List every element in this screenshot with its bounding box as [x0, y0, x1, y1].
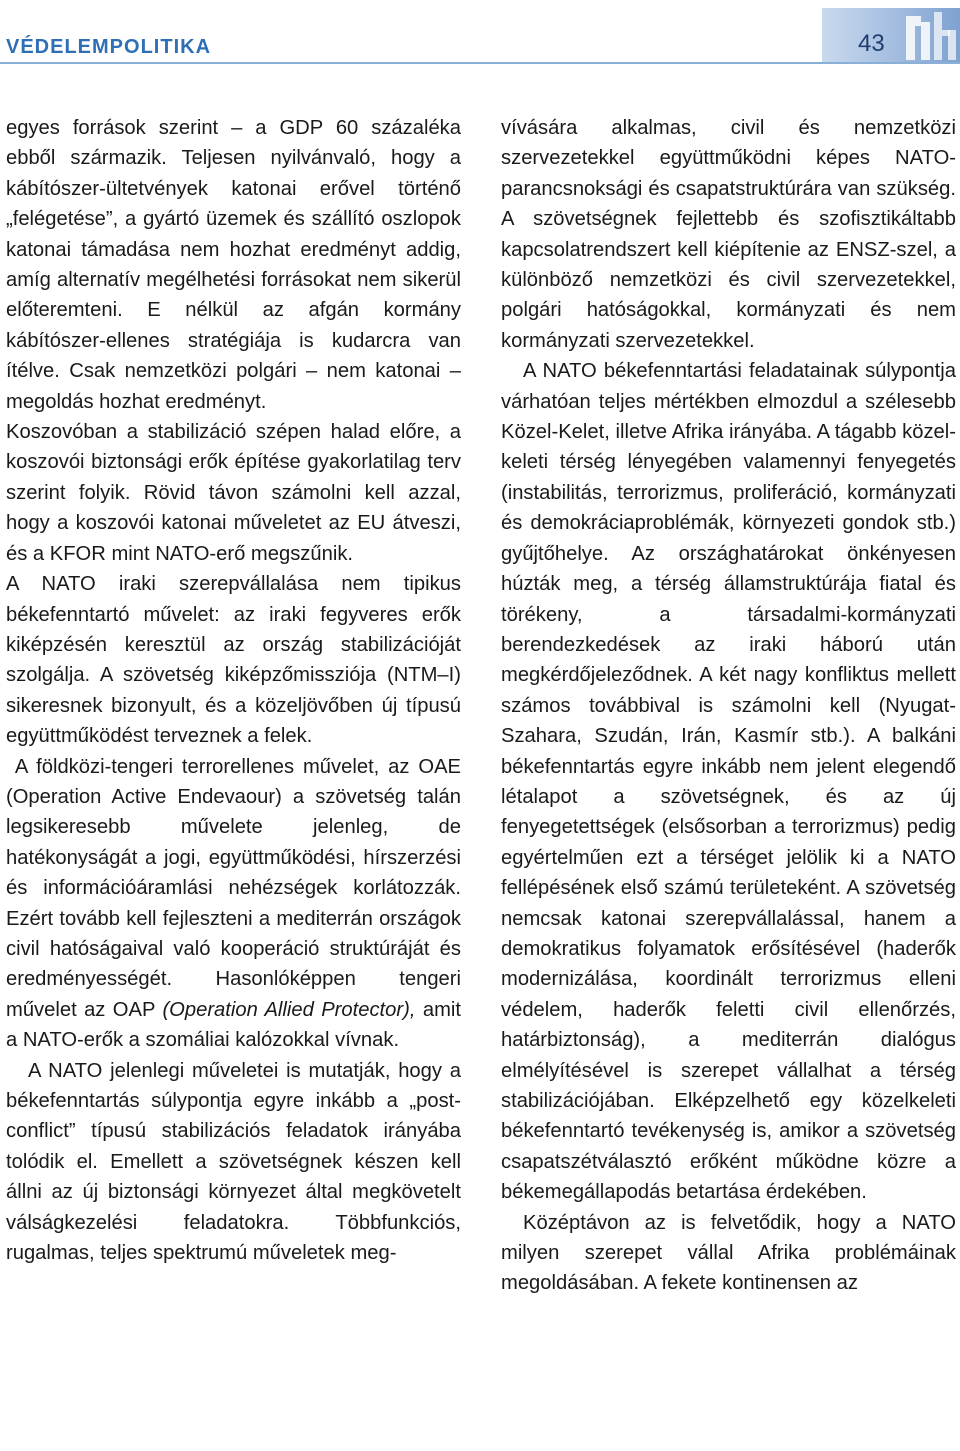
- paragraph: [6, 752, 461, 1056]
- nh-monogram-logo-icon: [902, 10, 960, 63]
- paragraph: A NATO jelenlegi műveletei is mutatják, hogy a békefenntartás súlypontja egyre inkább a „post-conflict” típusú stabilizációs feladatok irányába tolódik el. Emellett a szövetségnek készen kell állni az új biztonsági környezet által megkövetelt válságkezelési feladatokra. Többfunkciós, rugalmas, teljes spektrumú műveletek meg-: [6, 1059, 461, 1265]
- section-title: VÉDELEMPOLITIKA: [6, 36, 212, 58]
- page-number-box: [822, 8, 960, 63]
- paragraph: egyes források szerint – a GDP 60 százaléka ebből származik. Teljesen nyilvánvaló, hogy a kábítószer-ültetvények katonai erővel történő „felégetése”, a gyártó üzemek és szállító oszlopok katonai támadása nem hozhat eredményt addig, amíg alternatív megélhetési forrásokat nem sikerül előteremteni. E nélkül az afgán kormány kábítószer-ellenes stratégiája is kudarcra van ítélve. Csak nemzetközi polgári – nem katonai – megoldás hozhat eredményt.: [6, 117, 461, 413]
- paragraph: A NATO iraki szerepvállalása nem tipikus békefenntartó művelet: az iraki fegyveres erők kiképzésén keresztül az ország stabilizációját szolgálja. A szövetség kiképzőmissziója (NTM–I) sikeresnek bizonyult, és a közeljövőben új típusú együttműködést terveznek a felek.: [6, 573, 461, 748]
- left-column: [6, 113, 461, 1268]
- header-rule: [0, 62, 960, 64]
- paragraph: Középtávon az is felvetődik, hogy a NATO milyen szerepet vállal Afrika problémáinak megoldásában. A fekete kontinensen az: [501, 1211, 956, 1295]
- paragraph: A NATO békefenntartási feladatainak súlypontja várhatóan teljes mértékben elmozdul a szélesebb Közel-Kelet, illetve Afrika irányába. A tágabb közel-keleti térség lényegében valamennyi fenyegetés (instabilitás, terrorizmus, proliferáció, kormányzati és demokráciaproblémák, környezeti gondok stb.) gyűjtőhelye. Az országhatárokat önkényesen húzták meg, a térség államstruktúrája fiatal és törékeny, a társadalmi-kormányzati berendezkedések az iraki háború után megkérdőjeleződnek. A két nagy konfliktus mellett számos továbbival is számolni kell (Nyugat-Szahara, Szudán, Irán, Kasmír stb.). A balkáni békefenntartás egyre inkább nem jelent elegendő létalapot a szövetségnek, és az új fenyegetettségek (elsősorban a terrorizmus) pedig egyértelműen ezt a térséget jelölik ki a NATO fellépésének első számú területeként. A szövetség nemcsak katonai szerepvállalással, hanem a demokratikus folyamatok erősítésével (haderők modernizálása, koordinált terrorizmus elleni védelem, haderők feletti civil ellenőrzés, határbiztonság), a mediterrán dialógus elmélyítésével is szerepet vállalhat a térség stabilizációjában. Elképzelhető egy közelkeleti békefenntartó tevékenység is, amikor a szövetség csapatszétválasztó erőként működne közre a békemegállapodás betartása érdekében.: [501, 360, 956, 1204]
- right-column: [501, 113, 956, 1299]
- paragraph-text: A földközi-tengeri terrorellenes művelet, az OAE (Operation Active Endevaour) a szövetség talán legsikeresebb művelete jelenleg, de hatékonyságát a jogi, együttműködési, hírszerzési és információáramlási nehézségek korlátozzák. Ezért tovább kell fejleszteni a mediterrán országok civil hatóságaival való kooperáció struktúráját és eredményességét. Hasonlóképpen tengeri művelet az OAP: [6, 755, 462, 1021]
- page-number: 43: [858, 30, 885, 57]
- page-header: [0, 0, 960, 66]
- paragraph: vívására alkalmas, civil és nemzetközi szervezetekkel együttműködni képes NATO-parancsnoksági és csapatstruktúrára van szükség. A szövetségnek fejlettebb és szofisztikáltabb kapcsolatrendszert kell kiépítenie az ENSZ-szel, a különböző nemzetközi és civil szervezetekkel, polgári hatóságokkal, kormányzati és nem kormányzati szervezetekkel.: [501, 117, 956, 352]
- paragraph-italic-text: (Operation Allied Protector),: [162, 998, 416, 1021]
- paragraph: Koszovóban a stabilizáció szépen halad előre, a koszovói biztonsági erők építése gyakorlatilag terv szerint folyik. Rövid távon számolni kell azzal, hogy a koszovói katonai műveletet az EU átveszi, és a KFOR mint NATO-erő megszűnik.: [6, 421, 461, 565]
- paragraph-text: amit a NATO-erők a szomáliai kalózokkal vívnak.: [6, 998, 461, 1052]
